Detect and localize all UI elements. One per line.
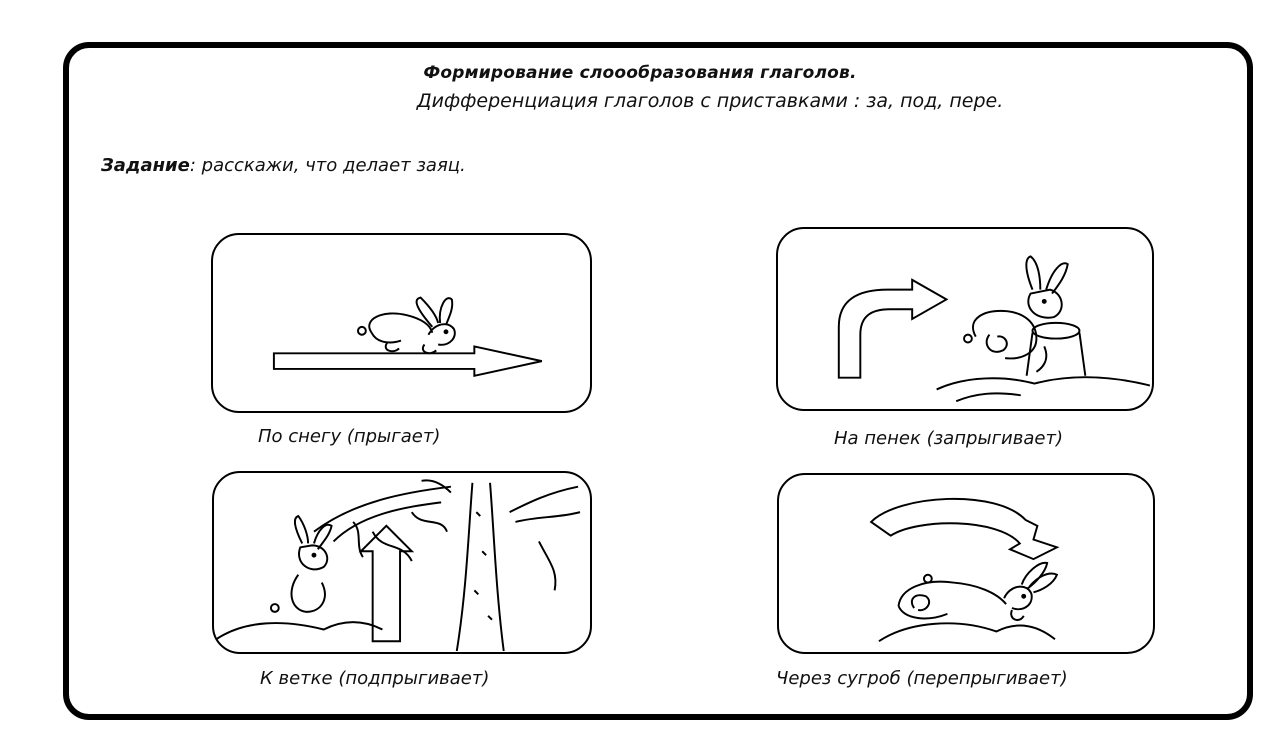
- card-jump-onto-stump: [776, 227, 1154, 411]
- caption-jump-up-branch: К ветке (подпрыгивает): [260, 668, 490, 689]
- tree-trunk: [457, 483, 473, 651]
- card-jump-over-snowdrift: [777, 473, 1155, 654]
- hare-icon: [964, 256, 1068, 358]
- branch-line: [314, 487, 451, 532]
- arrow-up-right-icon: [839, 280, 947, 378]
- snowdrift-line: [879, 623, 1055, 641]
- caption-jump-onto-stump: На пенек (запрыгивает): [834, 428, 1063, 449]
- arrow-arc-icon: [871, 499, 1057, 559]
- hare-snowdrift-illustration: [779, 475, 1153, 652]
- task-instruction: [101, 155, 466, 176]
- card-jump-up-branch: [212, 471, 592, 654]
- ground-line: [937, 377, 1150, 389]
- hare-hopping-illustration: [213, 235, 590, 411]
- worksheet-title: Формирование слоообразования глаголов.: [423, 63, 857, 83]
- hare-icon: [899, 563, 1057, 620]
- hare-icon: [358, 298, 455, 354]
- hare-branch-illustration: [214, 473, 590, 652]
- caption-hop-on-snow: По снегу (прыгает): [258, 426, 441, 447]
- arrow-right-icon: [274, 346, 542, 375]
- task-text: : расскажи, что делает заяц.: [189, 155, 466, 176]
- card-hop-on-snow: [211, 233, 592, 413]
- hare-stump-illustration: [778, 229, 1152, 409]
- task-label: Задание: [101, 155, 190, 176]
- caption-jump-over-snowdrift: Через сугроб (перепрыгивает): [776, 668, 1068, 689]
- hare-icon: [271, 516, 332, 612]
- worksheet-subtitle: Дифференциация глаголов с приставками : за, под, пере.: [416, 90, 1004, 112]
